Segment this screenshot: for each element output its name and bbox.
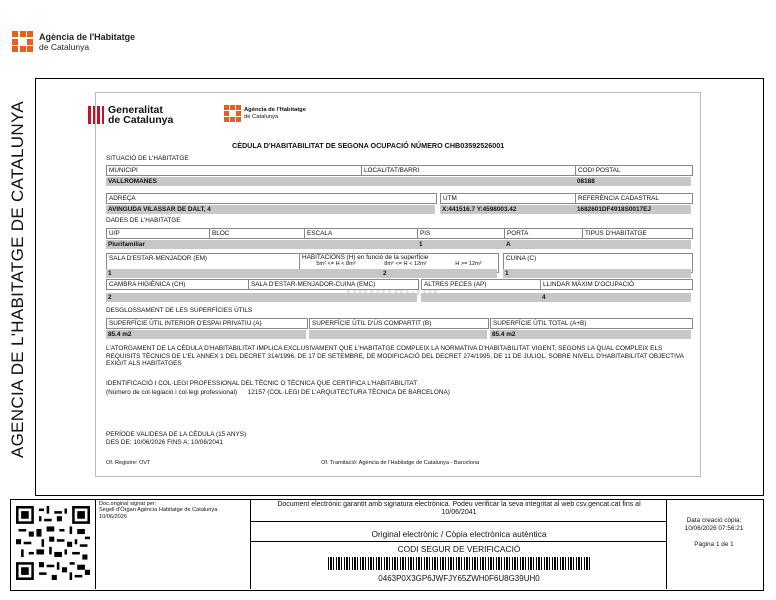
sign-line-3: 10/06/2026 xyxy=(99,513,127,520)
certificate-title: CÈDULA D'HABITABILITAT DE SEGONA OCUPACIÓ NÚMERO CHB03592526001 xyxy=(232,141,505,150)
agency-logo-icon xyxy=(12,31,33,52)
qr-code-icon xyxy=(16,506,90,580)
value-up: Plurifamiliar xyxy=(106,240,209,249)
label-adreca: ADREÇA xyxy=(106,193,437,204)
footer-divider-2 xyxy=(250,499,251,589)
value-habit-2: 2 xyxy=(381,269,497,278)
value-sup-total: 85.4 m2 xyxy=(490,330,691,339)
value-tipus xyxy=(582,240,691,249)
value-porta: A xyxy=(504,240,582,249)
signature-info xyxy=(99,501,217,520)
registre-office: Of. Registre: OVT xyxy=(106,460,151,466)
legal-text: L'ATORGAMENT DE LA CÈDULA D'HABITABILITAT IMPLICA EXCLUSIVAMENT QUE L'HABITATGE COMPLEIX LA NORMATIVA D'HABITABILITAT VIGENT, SEGONS LA QUAL COMPLEIX ELS REQUISITS TÈCNICS DE L'EL ANNEX 1 DEL DECRET 314/1996, DE 17 DE SETEMBRE, DE MODIFICACIÓ DEL DECRET 274/1995, DE 11 DE JULIOL, SOBRE NIVELL D'HABITABILITAT OBJECTIVA EXIGIT ALS HABITATGES xyxy=(106,345,684,368)
value-llindar: 4 xyxy=(540,293,691,302)
label-sup-b: SUPERFÍCIE ÚTIL D'ÚS COMPARTIT (B) xyxy=(309,318,489,329)
value-altres xyxy=(421,293,540,302)
agency-logo-small xyxy=(224,105,306,122)
value-ref: 1682601DF4918S0017EJ xyxy=(575,205,691,214)
org-name-line1: Agència de l'Habitatge xyxy=(39,31,136,42)
label-tipus: TIPUS D'HABITATGE xyxy=(582,228,693,239)
label-escala: ESCALA xyxy=(304,228,419,239)
csv-text-2: 10/06/2041 xyxy=(441,509,477,516)
validesa-dates: DES DE: 10/06/2026 FINS A: 10/06/2041 xyxy=(106,439,223,446)
value-cp: 08188 xyxy=(575,177,691,186)
sign-line-1: Doc.original signat per: xyxy=(99,501,157,507)
qr-code[interactable] xyxy=(16,506,90,585)
habit-range-1: 5m² <= H < 8m² xyxy=(316,261,356,267)
footer-divider-3 xyxy=(666,499,667,589)
ident-label: (Número de col·legiació i col·legi professional) xyxy=(106,389,238,396)
gencat-logo xyxy=(88,105,173,125)
org-name-line2: de Catalunya xyxy=(39,41,90,52)
footer-hline-2 xyxy=(250,541,666,542)
value-sup-a: 85.4 m2 xyxy=(106,330,306,339)
footer-hline-1 xyxy=(250,521,666,522)
label-cp: CODI POSTAL xyxy=(575,165,693,176)
section-dades: DADES DE L'HABITATGE xyxy=(106,217,181,224)
label-cambra: CAMBRA HIGIÈNICA (CH) xyxy=(106,279,250,290)
value-localitat xyxy=(361,177,575,186)
value-pis: 1 xyxy=(417,240,504,249)
copy-date xyxy=(668,517,760,533)
gencat-name-2: de Catalunya xyxy=(108,114,174,126)
label-porta: PORTA xyxy=(504,228,584,239)
codi-label: CODI SEGUR DE VERIFICACIÓ xyxy=(397,544,521,554)
copy-date-value: 10/06/2026 07:56:21 xyxy=(684,525,744,532)
label-llindar: LLINDAR MÀXIM D'OCUPACIÓ xyxy=(540,279,693,290)
value-utm: X:441516.7 Y:4598003.42 xyxy=(440,205,575,214)
validesa-period: PERÍODE VALIDESA DE LA CÈDULA (15 ANYS) xyxy=(106,431,247,438)
page-number: Pàgina 1 de 1 xyxy=(694,541,734,548)
value-sala-emc xyxy=(248,293,417,302)
certificate xyxy=(95,92,701,477)
side-title: AGENCIA DE L'HABITATGE DE CATALUNYA xyxy=(8,101,27,458)
value-cambra: 2 xyxy=(106,293,248,302)
value-habit-1 xyxy=(299,269,381,278)
habitacions-title: HABITACIONS (H) en funció de la superfície xyxy=(302,254,429,261)
sign-line-2: Segell d'Òrgan Agència Habitatge de Catalunya xyxy=(99,507,218,514)
original-copy: Original electrònic / Còpia electrònica autèntica xyxy=(371,529,547,539)
label-cuina: CUINA (C) xyxy=(503,253,693,273)
label-sup-total: SUPERFÍCIE ÚTIL TOTAL (A+B) xyxy=(490,318,693,329)
value-escala xyxy=(304,240,417,249)
codi-value: 0463P0X3GP6JWFJY65ZWH0F6U8G39UH0 xyxy=(378,574,540,583)
footer-divider-1 xyxy=(95,499,96,589)
label-pis: PIS xyxy=(417,228,506,239)
label-localitat: LOCALITAT/BARRI xyxy=(361,165,577,176)
csv-text-1: Document electrònic garantit amb signatura electrònica. Podeu verificar la seva integritat al web csv.gencat.cat fins al xyxy=(277,501,641,508)
label-ref: REFERÈNCIA CADASTRAL xyxy=(575,193,693,204)
label-municipi: MUNICIPI xyxy=(106,165,363,176)
label-sala-em: SALA D'ESTAR-MENJADOR (EM) xyxy=(106,253,301,273)
agency-logo-small-icon xyxy=(224,105,241,122)
label-altres: ALTRES PECES (AP) xyxy=(421,279,542,290)
label-sup-a: SUPERFÍCIE ÚTIL INTERIOR D'ESPAI PRIVATIU (A) xyxy=(106,318,308,329)
value-sala-em: 1 xyxy=(106,269,299,278)
label-up: U/P xyxy=(106,228,211,239)
value-municipi: VALLROMANES xyxy=(106,177,361,186)
label-sala-emc: SALA D'ESTAR-MENJADOR-CUINA (EMC) xyxy=(248,279,419,290)
verification-barcode xyxy=(328,557,592,570)
agency-small-2: de Catalunya xyxy=(244,113,279,120)
value-adreca: AVINGUDA VILASSAR DE DALT, 4 xyxy=(106,205,435,214)
value-bloc xyxy=(209,240,304,249)
gencat-name-1: Generalitat xyxy=(108,104,163,116)
value-sup-b xyxy=(309,330,487,339)
agency-small-1: Agència de l'Habitatge xyxy=(244,107,306,113)
value-cuina: 1 xyxy=(503,269,691,278)
ident-title: IDENTIFICACIÓ I COL·LEGI PROFESSIONAL DEL TÈCNIC O TÈCNICA QUE CERTIFICA L'HABITABILITAT xyxy=(106,380,418,387)
habit-range-3: H >= 12m² xyxy=(455,261,482,267)
section-desglossament: DESGLOSSAMENT DE LES SUPERFÍCIES ÚTILS xyxy=(106,307,253,314)
gencat-flag-icon xyxy=(88,106,104,124)
label-bloc: BLOC xyxy=(209,228,306,239)
agency-logo xyxy=(12,31,135,52)
ident-line xyxy=(106,389,450,397)
ident-value: 12157 (COL·LEGI DE L'ARQUITECTURA TÈCNICA DE BARCELONA) xyxy=(247,389,450,396)
copy-date-label: Data creació còpia: xyxy=(686,517,742,524)
section-situacio: SITUACIÓ DE L'HABITATGE xyxy=(106,155,189,162)
label-utm: UTM xyxy=(440,193,577,204)
habit-range-2: 8m² <= H < 12m² xyxy=(384,261,427,267)
csv-notice xyxy=(252,501,666,517)
tramitacio-office: Of. Tramitació: Agència de l'Habitatge de Catalunya - Barcelona xyxy=(321,460,480,466)
